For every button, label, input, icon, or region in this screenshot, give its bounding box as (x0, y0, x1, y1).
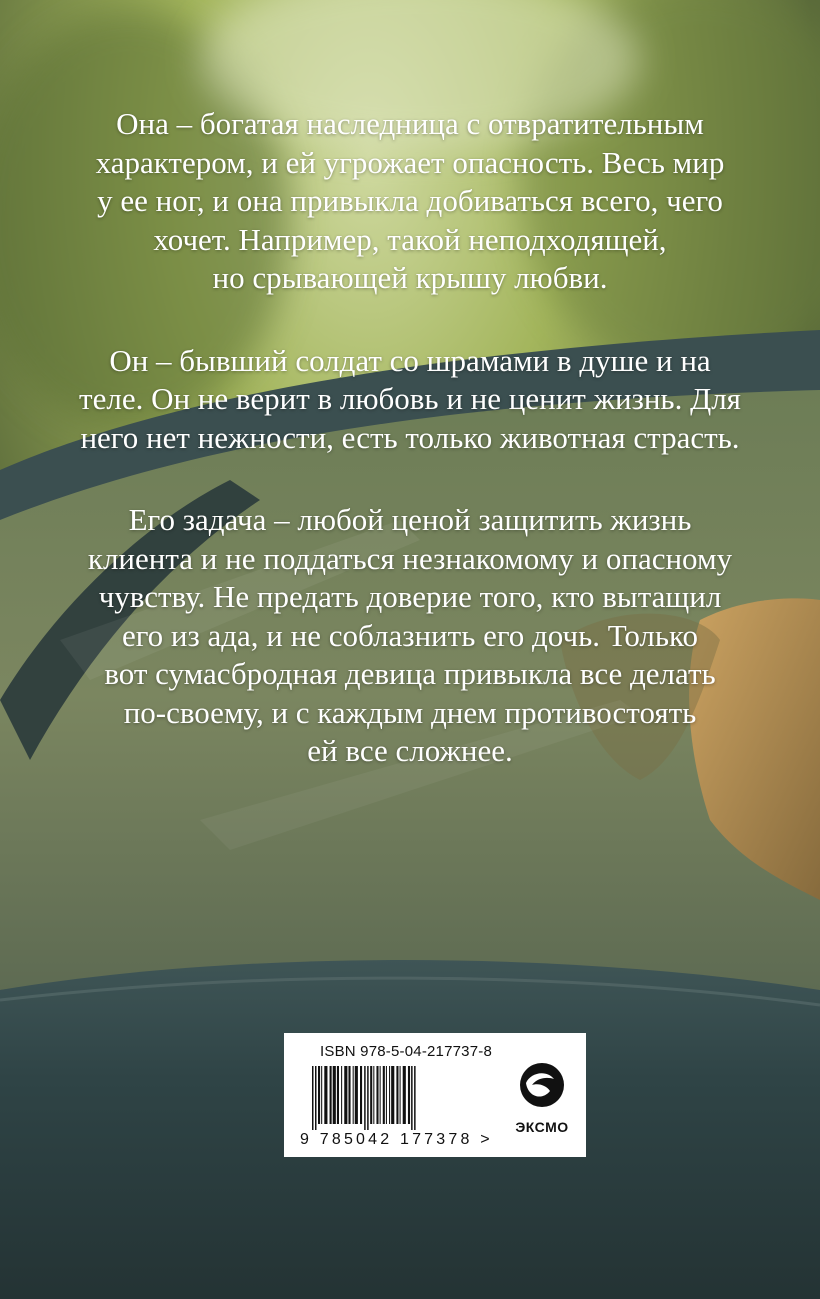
barcode-bar (344, 1066, 347, 1124)
barcode-bar (321, 1066, 322, 1124)
blurb-paragraph-1: Она – богатая наследница с отвратительным характером, и ей угрожает опасность. Весь мир у ее ног, и она привыкла добиваться всего, чего хочет. Например, такой неподходящей, но срывающей крышу любви. (95, 106, 725, 295)
barcode-bar (360, 1066, 362, 1124)
barcode-bar (403, 1066, 406, 1124)
barcode-digits: 9 785042 177378 > (300, 1131, 493, 1148)
barcode-bar (411, 1066, 413, 1130)
barcode-bar (376, 1066, 378, 1124)
barcode-bar (353, 1066, 354, 1124)
publisher-name: ЭКСМО (515, 1119, 569, 1135)
barcode-bar (315, 1066, 317, 1130)
barcode-bar (386, 1066, 387, 1124)
barcode-bar (373, 1066, 374, 1124)
barcode-bar (367, 1066, 369, 1130)
barcode-bar (348, 1066, 350, 1124)
barcode-bar (364, 1066, 366, 1130)
barcode-bar (383, 1066, 385, 1124)
barcode-bar (370, 1066, 372, 1124)
barcode-bar (408, 1066, 410, 1124)
blurb-paragraph-2: Он – бывший солдат со шрамами в душе и на теле. Он не верит в любовь и не ценит жизнь. Для него нет нежности, есть только животная страсть. (79, 342, 741, 455)
barcode-bar (396, 1066, 398, 1124)
isbn-label: ISBN 978-5-04-217737-8 (320, 1043, 493, 1060)
barcode-bars (304, 1066, 494, 1130)
barcode-bar (312, 1066, 314, 1130)
barcode-bar (318, 1066, 320, 1124)
barcode-bar (330, 1066, 332, 1124)
barcode-bar (400, 1066, 401, 1124)
barcode-bar (337, 1066, 339, 1124)
barcode-panel (284, 1033, 586, 1157)
barcode-bar (324, 1066, 327, 1124)
barcode-bar (355, 1066, 358, 1124)
barcode-bar (391, 1066, 394, 1124)
barcode-bar (389, 1066, 390, 1124)
barcode-bar (341, 1066, 342, 1124)
barcode-bar (380, 1066, 381, 1124)
book-blurb (70, 105, 750, 815)
blurb-paragraph-3: Его задача – любой ценой защитить жизнь клиента и не поддаться незнакомому и опасному чувству. Не предать доверие того, кто вытащил его из ада, и не соблазнить его дочь. Только вот сумасбродная девица привыкла все делать по-своему, и с каждым днем противостоять ей все сложнее. (87, 502, 733, 768)
barcode-bar (333, 1066, 336, 1124)
barcode-bar (414, 1066, 416, 1130)
